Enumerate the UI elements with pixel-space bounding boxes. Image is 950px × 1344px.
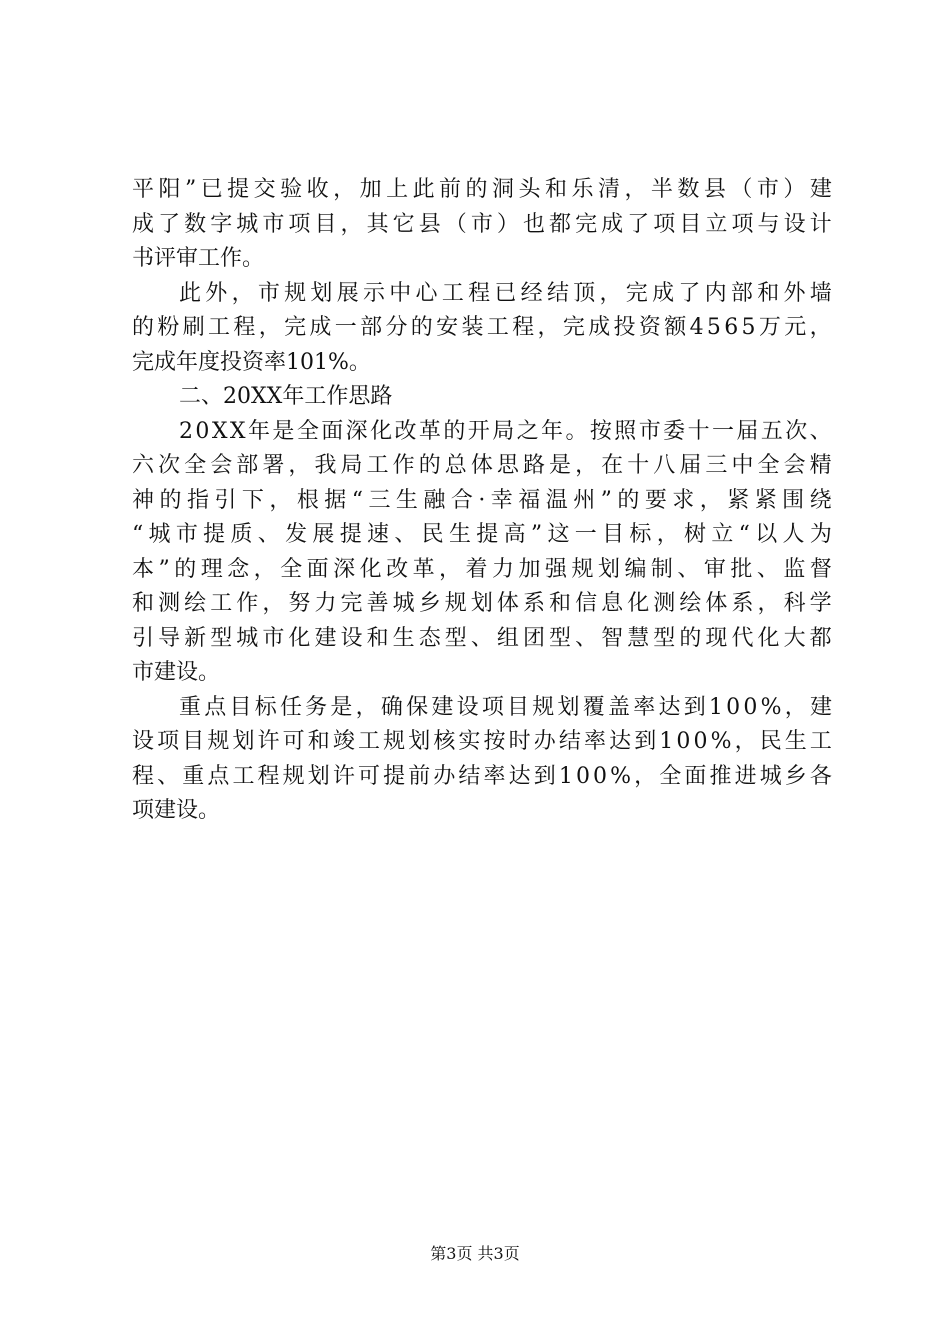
text-line: 和 测 绘 工 作 ， 努 力 完 善 城 乡 规 划 体 系 和 信 息 化 测 绘 体 系 ， 科 学 (132, 591, 832, 616)
text-line: 本 ” 的 理 念 ， 全 面 深 化 改 革 ， 着 力 加 强 规 划 编 制 、 审 批 、 监 督 (132, 556, 832, 582)
text-line: 书评审工作。 (132, 246, 265, 271)
text-line: 二、20XX年工作思路 (179, 384, 393, 409)
text-line: 完成年度投资率101%。 (132, 349, 371, 375)
text-line: 项建设。 (132, 798, 221, 823)
text-line: 市建设。 (132, 660, 221, 685)
text-line: 平 阳 ” 已 提 交 验 收 ， 加 上 此 前 的 洞 头 和 乐 清 ， 半 数 县 （ 市 ） 建 (132, 177, 832, 202)
text-line: 此 外 ， 市 规 划 展 示 中 心 工 程 已 经 结 顶 ， 完 成 了 内 部 和 外 墙 (179, 280, 832, 306)
text-line: 的 粉 刷 工 程 ， 完 成 一 部 分 的 安 装 工 程 ， 完 成 投 资 额 4 5 6 5 万 元 ， (132, 315, 832, 340)
text-line: 六 次 全 会 部 署 ， 我 局 工 作 的 总 体 思 路 是 ， 在 十 八 届 三 中 全 会 精 (132, 453, 832, 478)
page-footer: 第3页 共3页 (430, 1244, 520, 1263)
text-line: “ 城 市 提 质 、 发 展 提 速 、 民 生 提 高 ” 这 一 目 标 ， 树 立 “ 以 人 为 (132, 522, 832, 547)
text-line: 程 、 重 点 工 程 规 划 许 可 提 前 办 结 率 达 到 1 0 0 % ， 全 面 推 进 城 乡 各 (132, 763, 832, 789)
text-line: 重 点 目 标 任 务 是 ， 确 保 建 设 项 目 规 划 覆 盖 率 达 到 1 0 0 % ， 建 (179, 694, 832, 720)
document-body (132, 173, 832, 829)
text-line: 设 项 目 规 划 许 可 和 竣 工 规 划 核 实 按 时 办 结 率 达 到 1 0 0 % ， 民 生 工 (132, 729, 832, 754)
text-line: 神 的 指 引 下 ， 根 据 “ 三 生 融 合 · 幸 福 温 州 ” 的 要 求 ， 紧 紧 围 绕 (132, 487, 832, 513)
text-line: 2 0 X X 年 是 全 面 深 化 改 革 的 开 局 之 年 。 按 照 市 委 十 一 届 五 次 、 (179, 418, 832, 444)
text-line: 引 导 新 型 城 市 化 建 设 和 生 态 型 、 组 团 型 、 智 慧 型 的 现 代 化 大 都 (132, 625, 832, 651)
text-line: 成 了 数 字 城 市 项 目 ， 其 它 县 （ 市 ） 也 都 完 成 了 项 目 立 项 与 设 计 (132, 211, 832, 237)
